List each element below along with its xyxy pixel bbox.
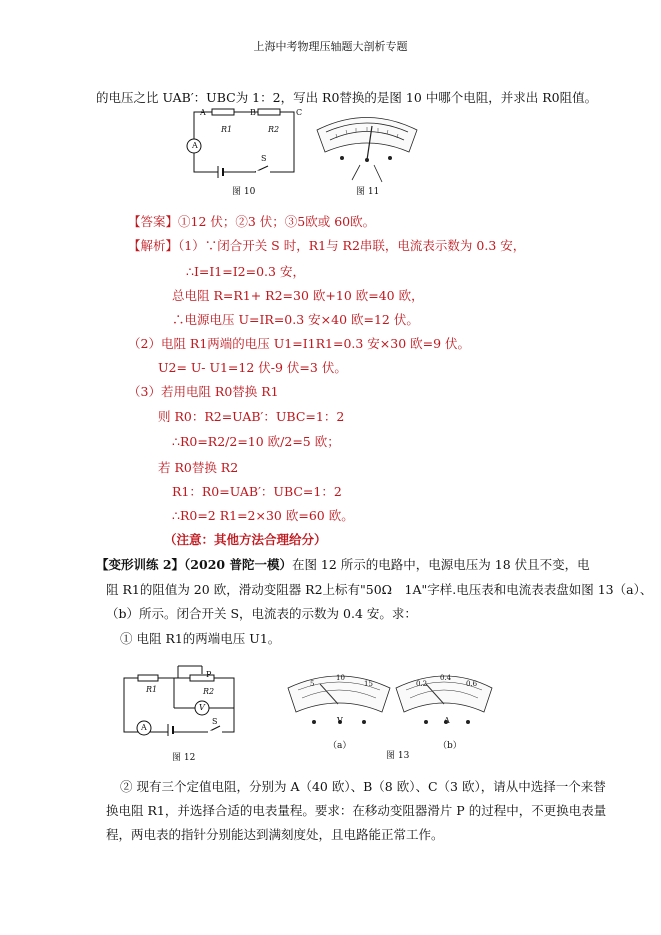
answer-line: 【答案】①12 伏；②3 伏；③5欧或 60欧。: [128, 214, 376, 229]
fig11-caption: 图 11: [356, 187, 380, 197]
fig10-label-c: C: [296, 108, 303, 117]
fig13-caption: 图 13: [386, 751, 410, 761]
fig10-switch-label: S: [261, 154, 267, 163]
fig12-ammeter-label: A: [141, 723, 147, 732]
analysis-line-8: 则 R0：R2=UAB′：UBC=1：2: [158, 409, 345, 424]
analysis-line-6: U2= U- U1=12 伏-9 伏=3 伏。: [158, 360, 347, 375]
resistor-r1: [212, 109, 234, 115]
exercise-line-1: [96, 555, 590, 573]
fig13-b-caption: （b）: [438, 741, 462, 751]
v-tick-5: 5: [310, 680, 315, 688]
fig12-label-r2: R2: [203, 687, 215, 696]
exercise-line-2: 阻 R1的阻值为 20 欧，滑动变阻器 R2上标有"50Ω 1A"字样.电压表和电流表表盘如图 13（a）、: [106, 582, 653, 597]
question-2-line-1: ② 现有三个定值电阻，分别为 A（40 欧）、B（8 欧）、C（3 欧），请从中选择一个来替: [120, 779, 606, 794]
exercise-line-3: （b）所示。闭合开关 S，电流表的示数为 0.4 安。求：: [106, 606, 417, 621]
intro-line: 的电压之比 UAB′：UBC为 1：2，写出 R0替换的是图 10 中哪个电阻，并求出 R0阻值。: [96, 90, 598, 105]
fig10-label-r1: R1: [221, 125, 233, 134]
analysis-note: （注意：其他方法合理给分）: [164, 532, 327, 547]
figure-13-meters: [284, 670, 494, 738]
figure-10-circuit: [180, 108, 310, 180]
fig12-label-r1: R1: [146, 685, 158, 694]
analysis-line-12: ∴R0=2 R1=2×30 欧=60 欧。: [172, 508, 354, 523]
figure-11-meter: [312, 110, 422, 190]
analysis-line-5: （2）电阻 R1两端的电压 U1=I1R1=0.3 安×30 欧=9 伏。: [128, 336, 471, 351]
question-1: ① 电阻 R1的两端电压 U1。: [120, 631, 281, 646]
analysis-line-2: ∴I=I1=I2=0.3 安，: [186, 264, 305, 279]
fig10-label-a: A: [200, 108, 206, 117]
a-tick-02: 0.2: [416, 680, 428, 688]
resistor-r2: [258, 109, 280, 115]
analysis-line-10: 若 R0替换 R2: [158, 460, 239, 475]
fig12-label-p: P: [206, 670, 212, 679]
analysis-line-11: R1：R0=UAB′：UBC=1：2: [172, 484, 342, 499]
analysis-line-7: （3）若用电阻 R0替换 R1: [128, 384, 279, 399]
fig12-caption: 图 12: [172, 753, 196, 763]
analysis-line-9: ∴R0=R2/2=10 欧/2=5 欧；: [172, 434, 340, 449]
page-header: 上海中考物理压轴题大剖析专题: [253, 40, 408, 53]
analysis-line-1: 【解析】（1）∵闭合开关 S 时，R1与 R2串联，电流表示数为 0.3 安，: [128, 238, 526, 253]
exercise-title: 【变形训练 2】（2020 普陀一模）: [96, 557, 292, 572]
question-2-line-3: 程，两电表的指针分别能达到满刻度处，且电路能正常工作。: [106, 827, 444, 842]
question-2-line-2: 换电阻 R1，并选择合适的电表量程。要求：在移动变阻器滑片 P 的过程中，不更换电表量: [106, 803, 607, 818]
figure-12-circuit: [118, 664, 243, 744]
analysis-line-3: 总电阻 R=R1+ R2=30 欧+10 欧=40 欧，: [172, 288, 424, 303]
a-tick-04: 0.4: [440, 674, 452, 682]
fig13-a-label: A: [444, 716, 450, 725]
fig13-v-label: V: [337, 716, 343, 725]
analysis-line-4: ∴电源电压 U=IR=0.3 安×40 欧=12 伏。: [172, 312, 419, 327]
v-tick-10: 10: [336, 674, 345, 682]
fig12-voltmeter-label: V: [199, 703, 205, 712]
fig13-a-caption: （a）: [328, 741, 352, 751]
fig10-label-r2: R2: [268, 125, 280, 134]
a-tick-06: 0.6: [466, 680, 478, 688]
fig10-caption: 图 10: [232, 187, 256, 197]
fig10-ammeter-label: A: [192, 141, 198, 150]
fig10-label-b: B: [250, 108, 256, 117]
v-tick-15: 15: [364, 680, 373, 688]
fig12-switch-label: S: [212, 717, 218, 726]
exercise-line-1-text: 在图 12 所示的电路中，电源电压为 18 伏且不变，电: [291, 557, 590, 572]
